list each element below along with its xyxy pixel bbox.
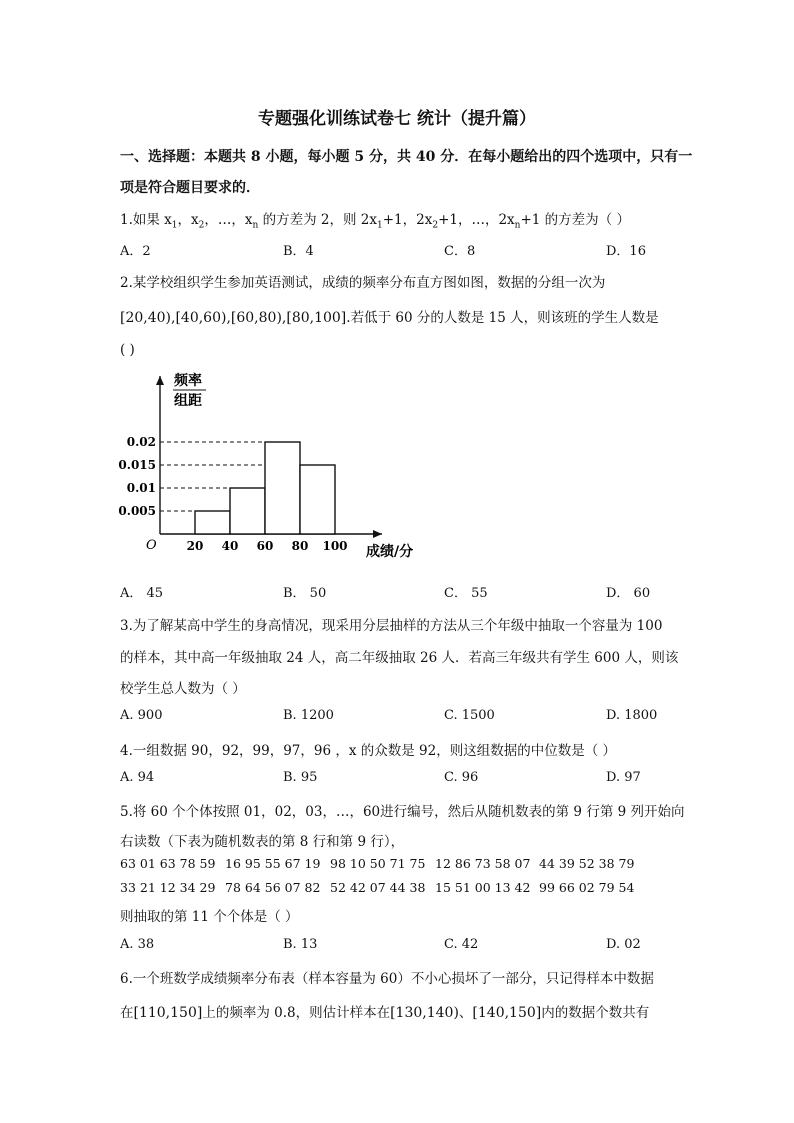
question-2-option-b: B． 50 [283,586,327,601]
x-axis-label: 成绩/分 [366,544,414,560]
page-title: 专题强化训练试卷七 统计（提升篇） [258,109,536,129]
y-tick-label: 0.015 [118,458,156,472]
random-table-row-8-group-3: 98 10 50 71 75 [330,856,426,871]
random-table-row-9-group-1: 33 21 12 34 29 [120,880,216,895]
question-3-option-a: A. 900 [120,708,163,723]
question-6-line-2: 在[110,150]上的频率为 0.8，则估计样本在[130,140)、[140,150]内的数据个数共有 [120,1005,650,1021]
x-axis-arrow [373,530,382,538]
histogram-bar [195,511,230,534]
random-table-row-9-group-2: 78 64 56 07 82 [225,880,321,895]
question-2-option-d: D． 60 [606,586,651,601]
x-tick-label: 40 [221,539,239,553]
interval-140-150: [140,150] [472,1005,542,1021]
histogram-bar [265,442,300,534]
question-2-line-3: ( ) [120,342,135,358]
question-2-line-2: [20,40),[40,60),[60,80),[80,100].若低于 60 分的人数是 15 人，则该班的学生人数是 [120,310,659,326]
question-1-option-c: C．8 [444,244,476,259]
random-table-row-9-group-5: 99 66 02 79 54 [539,880,635,895]
question-2-line-1: 2.某学校组织学生参加英语测试，成绩的频率分布直方图如图，数据的分组一次为 [120,275,606,291]
question-6-line-1: 6.一个班数学成绩频率分布表（样本容量为 60）不小心损坏了一部分，只记得样本中数据 [120,971,654,987]
question-5-line-2: 右读数（下表为随机数表的第 8 行和第 9 行）， [120,834,405,850]
frequency-histogram [118,368,450,568]
random-table-row-8-group-2: 16 95 55 67 19 [225,856,321,871]
random-table-row-8-group-5: 44 39 52 38 79 [539,856,635,871]
question-2-option-c: C． 55 [444,586,488,601]
x-tick-label: 80 [291,539,309,553]
histogram-bar [300,465,335,534]
question-5-option-d: D. 02 [606,937,641,952]
question-4-option-c: C. 96 [444,770,479,785]
question-3-line-3: 校学生总人数为（ ） [120,681,246,697]
histogram-bar [230,488,265,534]
question-5-line-3: 则抽取的第 11 个个体是（ ） [120,909,299,925]
question-5-option-c: C. 42 [444,937,479,952]
question-3-option-d: D. 1800 [606,708,658,723]
y-tick-label: 0.02 [126,435,156,449]
y-tick-label: 0.01 [126,481,156,495]
x-tick-label: 20 [186,539,204,553]
section-header-line-2: 项是符合题目要求的． [120,180,260,196]
random-table-row-8-group-4: 12 86 73 58 07 [435,856,531,871]
question-3-line-1: 3.为了解某高中学生的身高情况，现采用分层抽样的方法从三个年级中抽取一个容量为 100 [120,618,663,634]
random-table-row-9-group-4: 15 51 00 13 42 [435,880,531,895]
question-1-option-a: A．2 [120,244,151,259]
question-4-stem: 4.一组数据 90，92，99，97，96 ，x 的众数是 92，则这组数据的中位数是（ ） [120,743,617,759]
question-4-option-d: D. 97 [606,770,641,785]
question-3-option-c: C. 1500 [444,708,495,723]
question-4-option-a: A. 94 [120,770,155,785]
question-2-option-a: A． 45 [120,586,164,601]
question-1-option-b: B．4 [283,244,314,259]
interval-110-150: [110,150] [133,1005,203,1021]
random-table-row-8-group-1: 63 01 63 78 59 [120,856,216,871]
x-tick-label: 60 [256,539,274,553]
y-axis-label-top: 频率 [174,373,202,389]
question-3-line-2: 的样本，其中高一年级抽取 24 人，高二年级抽取 26 人．若高三年级共有学生 600 人，则该 [120,650,679,666]
x-tick-label: 100 [322,539,348,553]
interval-list: [20,40),[40,60),[60,80),[80,100] [120,310,347,326]
question-1-stem: 1.如果 $x_1$，$x_2$，…，$x_n$ 的方差为 2，则 $2x_1+1$，$2x_2+1$，…，$2x_n+1$ 的方差为（ ） [120,212,630,231]
section-header-line-1: 一、选择题：本题共 8 小题，每小题 5 分，共 40 分．在每小题给出的四个选项中，只有一 [120,149,693,165]
question-4-option-b: B. 95 [283,770,318,785]
origin-label: O [146,538,157,553]
question-3-option-b: B. 1200 [283,708,334,723]
y-axis-arrow [156,376,164,385]
random-table-row-9-group-3: 52 42 07 44 38 [330,880,426,895]
question-5-option-b: B. 13 [283,937,318,952]
y-tick-label: 0.005 [118,504,156,518]
interval-130-140: [130,140) [390,1005,459,1021]
question-5-line-1: 5.将 60 个个体按照 01，02，03，…，60进行编号，然后从随机数表的第 9 行第 9 列开始向 [120,804,685,820]
question-5-option-a: A. 38 [120,937,155,952]
question-1-option-d: D．16 [606,244,646,259]
y-axis-label-bottom: 组距 [174,393,202,409]
